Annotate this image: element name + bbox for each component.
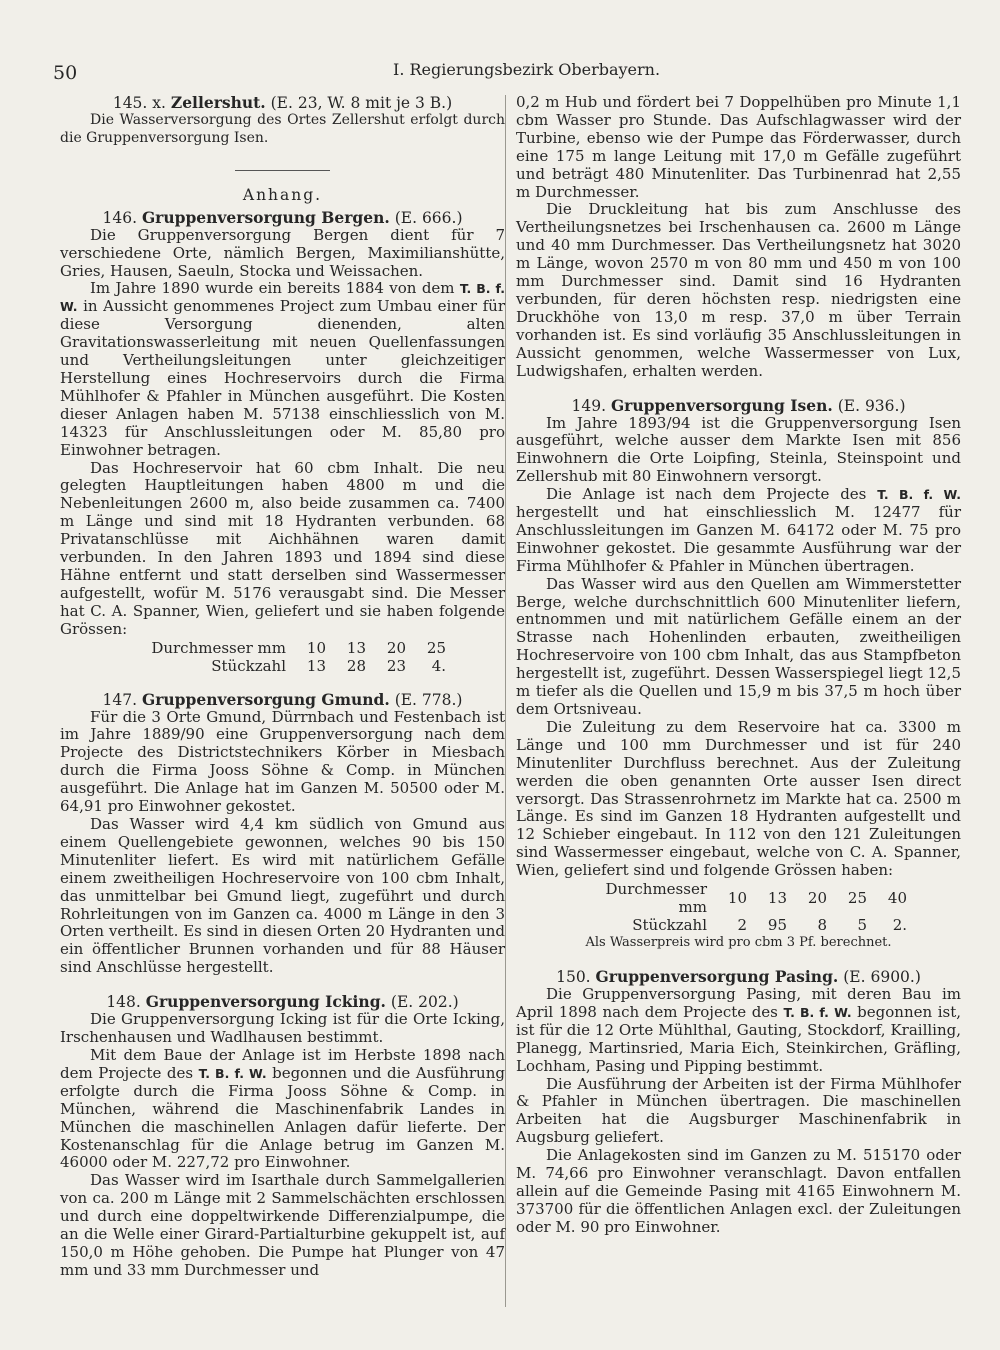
section-150-title: Gruppenversorgung Pasing.	[595, 966, 839, 986]
table-row: Durchmesser mm 10 13 20 25	[151, 638, 446, 657]
section-150-para-3: Die Anlagekosten sind im Ganzen zu M. 515170 oder M. 74,66 pro Einwohner veranschlagt. Davon entfallen allein auf die Gemeinde Pasing mit 4165 Einwohnern M. 373700 für die öffentlichen Anlagen excl. der Zuleitungen oder M. 90 pro Einwohner.	[516, 1146, 961, 1236]
section-149-para-1: Im Jahre 1893/94 ist die Gruppenversorgung Isen ausgeführt, welche ausser dem Markte Isen mit 856 Einwohnern die Orte Loipfing, Steinla, Steinspoint und Zellershub mit 80 Einwohnern versorgt.	[516, 413, 961, 486]
section-149-price-note: Als Wasserpreis wird pro cbm 3 Pf. berechnet.	[585, 935, 892, 951]
section-145-text: Die Wasserversorgung des Ortes Zellershut erfolgt durch die Gruppenversorgung Isen.	[60, 112, 505, 146]
section-146-para-3: Das Hochreservoir hat 60 cbm Inhalt. Die neu gelegten Hauptleitungen haben 4800 m und die Nebenleitungen 2600 m, also beide zusammen ca. 7400 m Länge und sind mit 18 Hydranten verbunden. 68 Privatanschlüsse mit Aichhähnen waren damit verbunden. In den Jahren 1893 und 1894 sind diese Hähne entfernt und statt derselben sind Wassermesser aufgestellt, wofür M. 5176 verausgabt sind. Die Messer hat C. A. Spanner, Wien, geliefert und sie haben folgende Grössen:	[60, 458, 505, 638]
section-146-title: Gruppenversorgung Bergen.	[141, 207, 390, 227]
section-147-para-1: Für die 3 Orte Gmund, Dürrnbach und Festenbach ist im Jahre 1889/90 eine Gruppenversorgung nach dem Projecte des Districtstechnikers Körber in Miesbach durch die Firma Jooss Söhne & Comp. in München ausgeführt. Die Anlage hat im Ganzen M. 50500 oder M. 64,91 pro Einwohner gekostet.	[60, 707, 505, 816]
section-148-para-3: Das Wasser wird im Isarthale durch Sammelgallerien von ca. 200 m Länge mit 2 Sammelschächten erschlossen und durch eine doppeltwirkende Differenzialpumpe, die an die Welle einer Girard-Partialturbine gekuppelt ist, auf 150,0 m Höhe gehoben. Die Pumpe hat Plunger von 47 mm und 33 mm Durchmesser und	[60, 1171, 505, 1279]
section-divider	[235, 170, 330, 171]
section-146-para-1: Die Gruppenversorgung Bergen dient für 7 verschiedene Orte, nämlich Bergen, Maximilianshütte, Gries, Hausen, Saeuln, Stocka und Weissachen.	[60, 225, 505, 280]
section-147-title: Gruppenversorgung Gmund.	[141, 689, 390, 709]
section-149-para-2: Die Anlage ist nach dem Projecte des T. B. f. W. hergestellt und hat einschliesslich M. 12477 für Anschlussleitungen im Ganzen M. 64172 oder M. 75 pro Einwohner gekostet. Die gesammte Ausführung war der Firma Mühlhofer & Pfahler in München übertragen.	[516, 485, 961, 575]
column-divider	[505, 95, 506, 1307]
table-row: Stückzahl 13 28 23 4.	[211, 656, 446, 675]
section-150-para-1: Die Gruppenversorgung Pasing, mit deren Bau im April 1898 nach dem Projecte des T. B. f. W. begonnen ist, ist für die 12 Orte Mühlthal, Gauting, Stockdorf, Krailling, Planegg, Martinsried, Maria Eich, Steinkirchen, Gräfling, Lochham, Pasing und Pipping bestimmt.	[516, 984, 961, 1075]
section-148-title: Gruppenversorgung Icking.	[145, 992, 386, 1012]
section-149-para-4: Die Zuleitung zu dem Reservoire hat ca. 3300 m Länge und 100 mm Durchmesser und ist für 240 Minutenliter Durchfluss berechnet. Aus der Zuleitung werden die oben genannten Orte ausser Isen direct versorgt. Das Strassenrohrnetz im Markte hat ca. 2500 m Länge. Es sind im Ganzen 18 Hydranten aufgestellt und 12 Schieber eingebaut. In 112 von den 121 Zuleitungen sind Wassermesser eingebaut, welche von C. A. Spanner, Wien, geliefert sind und folgende Grössen haben:	[516, 717, 961, 880]
section-145-title: Zellershut.	[170, 93, 266, 112]
appendix-heading: Anhang.	[242, 185, 323, 204]
section-148-heading: 148. Gruppenversorgung Icking. (E. 202.)	[106, 992, 459, 1012]
section-148-continued-para-1: 0,2 m Hub und fördert bei 7 Doppelhüben pro Minute 1,1 cbm Wasser pro Stunde. Das Aufschlagwasser wird der Turbine, ebenso wie der Pumpe das Förderwasser, durch eine 175 m lange Leitung mit 17,0 m Gefälle zugeführt und beträgt 480 Minutenliter. Das Turbinenrad hat 2,55 m Durchmesser.	[516, 93, 961, 201]
table-row: Stückzahl 2 95 8 5 2.	[632, 916, 907, 935]
section-147-para-2: Das Wasser wird 4,4 km südlich von Gmund aus einem Quellengebiete gewonnen, welches 90 bis 150 Minutenliter liefert. Es wird mit natürlichem Gefälle einem zweitheiligen Hochreservoire von 100 cbm Inhalt, das unmittelbar bei Gmund liegt, zugeführt und durch Rohrleitungen von im Ganzen ca. 4000 m Länge in den 3 Orten vertheilt. Es sind in diesen Orten 20 Hydranten und ein öffentlicher Brunnen vorhanden und für 88 Häuser sind Anschlüsse hergestellt.	[60, 815, 505, 977]
right-column	[516, 94, 961, 1237]
section-149-meter-table	[581, 880, 911, 934]
section-149-para-3: Das Wasser wird aus den Quellen am Wimmerstetter Berge, welche durchschnittlich 600 Minutenliter liefern, entnommen und mit natürlichem Gefälle einem an der Strasse nach Hohenlinden erbauten, zweitheiligen Hochreservoire von 100 cbm Inhalt, das aus Stampfbeton hergestellt ist, zugeführt. Dessen Wasserspiegel liegt 12,5 m tiefer als die Quellen und 15,9 m bis 37,5 m hoch über dem Ortsniveau.	[516, 574, 961, 718]
section-145-heading: 145. x. Zellershut. (E. 23, W. 8 mit je 3 B.)	[112, 93, 453, 112]
section-146-para-2: Im Jahre 1890 wurde ein bereits 1884 von dem T. B. f. W. in Aussicht genommenes Project zum Umbau einer für diese Versorgung dienenden, alten Gravitationswasserleitung mit neuen Quellenfassungen und Vertheilungsleitungen unter gleichzeitiger Herstellung eines Hochreservoirs durch die Firma Mühlhofer & Pfahler in München ausgeführt. Die Kosten dieser Anlagen haben M. 57138 einschliesslich von M. 14323 für Anschlussleitungen oder M. 85,80 pro Einwohner betragen.	[60, 279, 505, 459]
page-number: 50	[53, 62, 78, 84]
section-146-heading: 146. Gruppenversorgung Bergen. (E. 666.)	[102, 207, 463, 227]
page-header	[53, 58, 968, 88]
section-149-title: Gruppenversorgung Isen.	[610, 395, 833, 415]
left-column	[60, 94, 505, 1280]
running-title: I. Regierungsbezirk Oberbayern.	[393, 60, 661, 79]
section-149-heading: 149. Gruppenversorgung Isen. (E. 936.)	[571, 395, 906, 415]
section-146-meter-table	[130, 639, 450, 675]
section-147-heading: 147. Gruppenversorgung Gmund. (E. 778.)	[102, 689, 463, 709]
section-148-para-2: Mit dem Baue der Anlage ist im Herbste 1898 nach dem Projecte des T. B. f. W. begonnen und die Ausführung erfolgte durch die Firma Jooss Söhne & Comp. in München, während die Maschinenfabrik Landes in München die maschinellen Anlagen dafür lieferte. Der Kostenanschlag für die Anlage betrug im Ganzen M. 46000 oder M. 227,72 pro Einwohner.	[60, 1045, 505, 1172]
section-150-heading: 150. Gruppenversorgung Pasing. (E. 6900.)	[556, 966, 921, 986]
section-148-continued-para-2: Die Druckleitung hat bis zum Anschlusse des Vertheilungsnetzes bei Irschenhausen ca. 2600 m Länge und 40 mm Durchmesser. Das Vertheilungsnetz hat 3020 m Länge, wovon 2570 m von 80 mm und 450 m von 100 mm Durchmesser sind. Damit sind 16 Hydranten verbunden, für deren höchsten resp. niedrigsten eine Druckhöhe von 13,0 m resp. 37,0 m über Terrain vorhanden ist. Es sind vorläufig 35 Anschlussleitungen in Aussicht genommen, welche Wassermesser von Lux, Ludwigshafen, erhalten werden.	[516, 200, 961, 380]
section-150-para-2: Die Ausführung der Arbeiten ist der Firma Mühlhofer & Pfahler in München übertragen. Die maschinellen Arbeiten hat die Augsburger Maschinenfabrik in Augsburg geliefert.	[516, 1074, 961, 1147]
table-row: Durchmesser mm 10 13 20 25 40	[605, 880, 907, 917]
section-148-para-1: Die Gruppenversorgung Icking ist für die Orte Icking, Irschenhausen und Wadlhausen bestimmt.	[60, 1010, 505, 1047]
